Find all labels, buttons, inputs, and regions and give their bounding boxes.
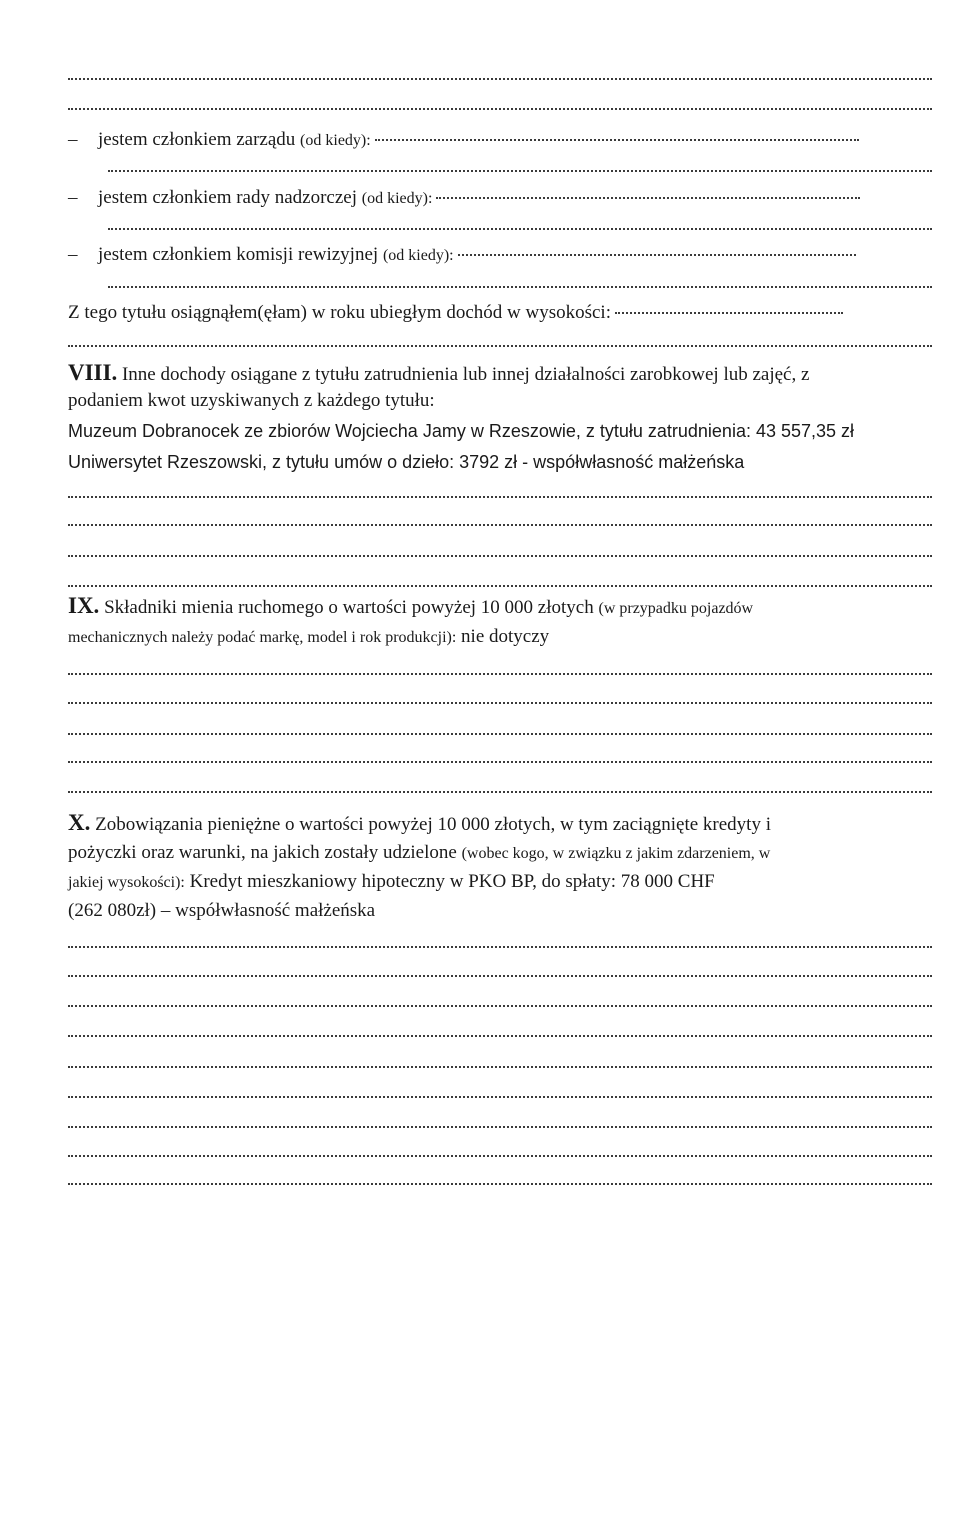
dash: – — [68, 129, 78, 150]
dotted-line — [68, 975, 932, 977]
dotted-line — [68, 555, 932, 557]
dotted-line — [68, 585, 932, 587]
dotted-line — [108, 170, 932, 172]
dotted-line — [68, 1155, 932, 1157]
dotted-line — [108, 286, 932, 288]
section-x-answer: Kredyt mieszkaniowy hipoteczny w PKO BP, do spłaty: 78 000 CHF — [189, 871, 715, 892]
section-ix-heading — [68, 594, 932, 621]
section-ix-heading-cont — [68, 625, 932, 650]
answer-field[interactable] — [615, 312, 843, 314]
dotted-line — [108, 228, 932, 230]
section-x-heading-line2b: (wobec kogo, w związku z jakim zdarzeniem, w — [461, 845, 771, 862]
dotted-line — [68, 78, 932, 80]
audit-line — [68, 243, 932, 268]
dotted-line — [68, 1005, 932, 1007]
dotted-line — [68, 524, 932, 526]
dotted-line — [68, 761, 932, 763]
section-x-heading-line1: Zobowiązania pieniężne o wartości powyżej 10 000 złotych, w tym zaciągnięte kredyty i — [95, 814, 771, 835]
dotted-line — [68, 733, 932, 735]
section-x-heading-cont — [68, 841, 932, 866]
answer-field[interactable] — [436, 197, 860, 199]
section-ix-answer: nie dotyczy — [461, 626, 550, 647]
section-viii-entry-1 — [68, 419, 932, 443]
audit-label: jestem członkiem komisji rewizyjnej — [98, 244, 379, 265]
supervisory-line — [68, 186, 932, 211]
dotted-line — [68, 345, 932, 347]
board-member-hint: (od kiedy): — [300, 132, 371, 149]
section-x-heading-line3a: jakiej wysokości): — [68, 874, 185, 891]
board-member-line — [68, 128, 932, 153]
section-viii-heading-line2: podaniem kwot uzyskiwanych z każdego tytułu: — [68, 390, 435, 411]
dotted-line — [68, 1183, 932, 1185]
income-entry: Muzeum Dobranocek ze zbiorów Wojciecha Jamy w Rzeszowie, z tytułu zatrudnienia: 43 557,35 zł — [68, 421, 855, 441]
dotted-line — [68, 1035, 932, 1037]
section-viii-heading-line1: Inne dochody osiągane z tytułu zatrudnienia lub innej działalności zarobkowej lub zajęć, z — [121, 364, 810, 385]
section-x-heading-cont2 — [68, 870, 932, 895]
dotted-line — [68, 1096, 932, 1098]
section-viii-heading-cont — [68, 389, 932, 413]
audit-hint: (od kiedy): — [382, 247, 454, 264]
income-entry: Uniwersytet Rzeszowski, z tytułu umów o dzieło: 3792 zł - współwłasność małżeńska — [68, 452, 745, 472]
dotted-line — [68, 496, 932, 498]
section-viii-entry-2 — [68, 450, 932, 474]
answer-field[interactable] — [375, 139, 859, 141]
section-viii-heading — [68, 361, 932, 387]
dotted-line — [68, 1126, 932, 1128]
dotted-line — [68, 946, 932, 948]
dotted-line — [68, 1066, 932, 1068]
dash: – — [68, 244, 78, 265]
section-ix-heading-part1: Składniki mienia ruchomego o wartości powyżej 10 000 złotych — [104, 597, 594, 618]
section-x-numeral: X. — [68, 810, 91, 835]
section-ix-heading-line2: mechanicznych należy podać markę, model i rok produkcji): — [68, 629, 457, 646]
section-x-answer-cont: (262 080zł) – współwłasność małżeńska — [68, 900, 376, 921]
section-x-heading — [68, 811, 932, 837]
dotted-line — [68, 108, 932, 110]
supervisory-hint: (od kiedy): — [361, 190, 433, 207]
board-member-label: jestem członkiem zarządu — [98, 129, 296, 150]
income-label: Z tego tytułu osiągnąłem(ęłam) w roku ubiegłym dochód w wysokości: — [68, 302, 611, 323]
dotted-line — [68, 791, 932, 793]
section-ix-heading-part2: (w przypadku pojazdów — [598, 600, 754, 617]
dotted-line — [68, 673, 932, 675]
income-line — [68, 301, 932, 325]
section-x-answer-line — [68, 899, 932, 923]
answer-field[interactable] — [458, 254, 856, 256]
section-viii-numeral: VIII. — [68, 360, 118, 385]
supervisory-label: jestem członkiem rady nadzorczej — [98, 187, 358, 208]
dotted-line — [68, 702, 932, 704]
section-x-heading-line2a: pożyczki oraz warunki, na jakich zostały udzielone — [68, 842, 457, 863]
dash: – — [68, 187, 78, 208]
section-ix-numeral: IX. — [68, 593, 100, 618]
